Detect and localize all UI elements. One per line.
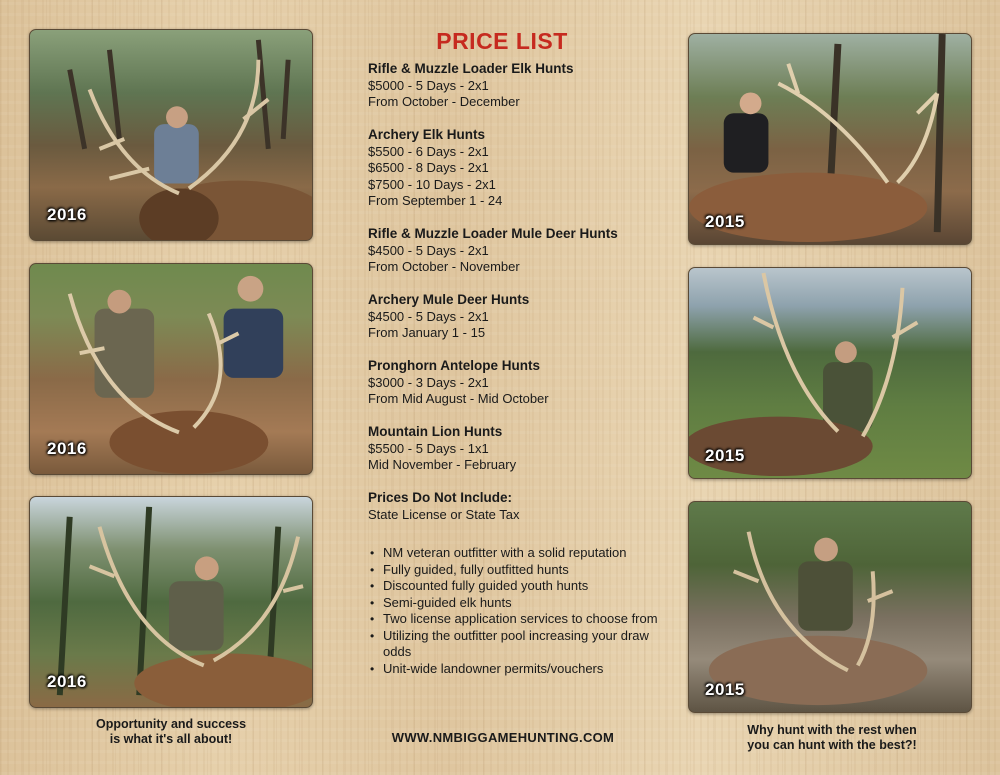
- hunt-season-line: From October - November: [368, 259, 520, 274]
- exclusions-heading: Prices Do Not Include:: [368, 490, 513, 505]
- photo-year-label: 2016: [47, 205, 87, 224]
- elk-trophy-photo-2: [29, 263, 313, 475]
- elk-trophy-photo-4: [688, 33, 972, 245]
- hunt-price-line: $7500 - 10 Days - 2x1: [368, 176, 496, 192]
- benefit-text: NM veteran outfitter with a solid reputation: [383, 545, 627, 560]
- benefits-list: [368, 545, 658, 677]
- hunt-season-line: From January 1 - 15: [368, 325, 486, 340]
- hunt-name: Pronghorn Antelope Hunts: [368, 358, 540, 373]
- benefit-text: Unit-wide landowner permits/vouchers: [383, 660, 604, 676]
- list-item: [368, 628, 658, 661]
- bullet-icon: •: [370, 628, 375, 643]
- hunt-entry: [368, 358, 668, 408]
- hunt-name: Archery Mule Deer Hunts: [368, 292, 530, 307]
- photo-year-label: 2015: [705, 446, 745, 465]
- hunt-season-line: From October - December: [368, 94, 520, 109]
- hunt-entry: [368, 226, 668, 276]
- caption-left: Opportunity and success is what it's all about!: [95, 717, 247, 746]
- benefit-text: Semi-guided elk hunts: [383, 594, 512, 610]
- hunt-price-line: $4500 - 5 Days - 2x1: [368, 242, 489, 258]
- hunt-season-line: Mid November - February: [368, 457, 517, 472]
- hunt-season-line: From Mid August - Mid October: [368, 391, 549, 406]
- list-item: [368, 578, 658, 595]
- hunt-price-line: $5500 - 5 Days - 1x1: [368, 440, 489, 456]
- website-link[interactable]: WWW.NMBIGGAMEHUNTING.COM: [391, 730, 615, 745]
- bullet-icon: •: [370, 595, 375, 610]
- price-exclusions: [368, 490, 668, 523]
- hunt-entry: [368, 292, 668, 342]
- hunt-price-line: $4500 - 5 Days - 2x1: [368, 308, 489, 324]
- hunt-season-line: From September 1 - 24: [368, 193, 503, 208]
- bullet-icon: •: [370, 612, 375, 626]
- bullet-icon: •: [370, 661, 375, 676]
- hunt-name: Archery Elk Hunts: [368, 127, 486, 142]
- photo-year-label: 2016: [47, 439, 87, 458]
- bullet-icon: •: [370, 579, 375, 593]
- benefit-text: Two license application services to choose from: [383, 611, 658, 626]
- hunt-name: Rifle & Muzzle Loader Mule Deer Hunts: [368, 226, 618, 241]
- benefit-text: Utilizing the outfitter pool increasing your draw odds: [383, 627, 649, 659]
- elk-trophy-photo-1: [29, 29, 313, 241]
- hunt-price-line: $3000 - 3 Days - 2x1: [368, 374, 489, 390]
- bullet-icon: •: [370, 562, 375, 577]
- bullet-icon: •: [370, 546, 375, 560]
- elk-trophy-photo-5: [688, 267, 972, 479]
- exclusions-text: State License or State Tax: [368, 506, 520, 522]
- hunt-entry: [368, 424, 668, 474]
- elk-trophy-photo-6: [688, 501, 972, 713]
- photo-year-label: 2015: [705, 212, 745, 231]
- benefit-text: Fully guided, fully outfitted hunts: [383, 561, 569, 577]
- photo-year-label: 2016: [47, 672, 87, 691]
- hunt-entry: [368, 127, 668, 210]
- hunt-price-line: $5500 - 6 Days - 2x1: [368, 143, 489, 159]
- list-item: [368, 661, 658, 678]
- caption-right: Why hunt with the rest when you can hunt with the best?!: [747, 723, 917, 752]
- list-item: [368, 545, 658, 562]
- list-item: [368, 595, 658, 612]
- elk-trophy-photo-3: [29, 496, 313, 708]
- price-list-title: PRICE LIST: [436, 28, 568, 54]
- hunt-price-line: $5000 - 5 Days - 2x1: [368, 77, 489, 93]
- hunt-name: Mountain Lion Hunts: [368, 424, 503, 439]
- benefit-text: Discounted fully guided youth hunts: [383, 578, 589, 593]
- hunt-price-line: $6500 - 8 Days - 2x1: [368, 160, 489, 175]
- list-item: [368, 562, 658, 579]
- hunt-entry: [368, 61, 668, 111]
- list-item: [368, 611, 658, 628]
- hunt-name: Rifle & Muzzle Loader Elk Hunts: [368, 61, 574, 76]
- photo-year-label: 2015: [705, 680, 745, 699]
